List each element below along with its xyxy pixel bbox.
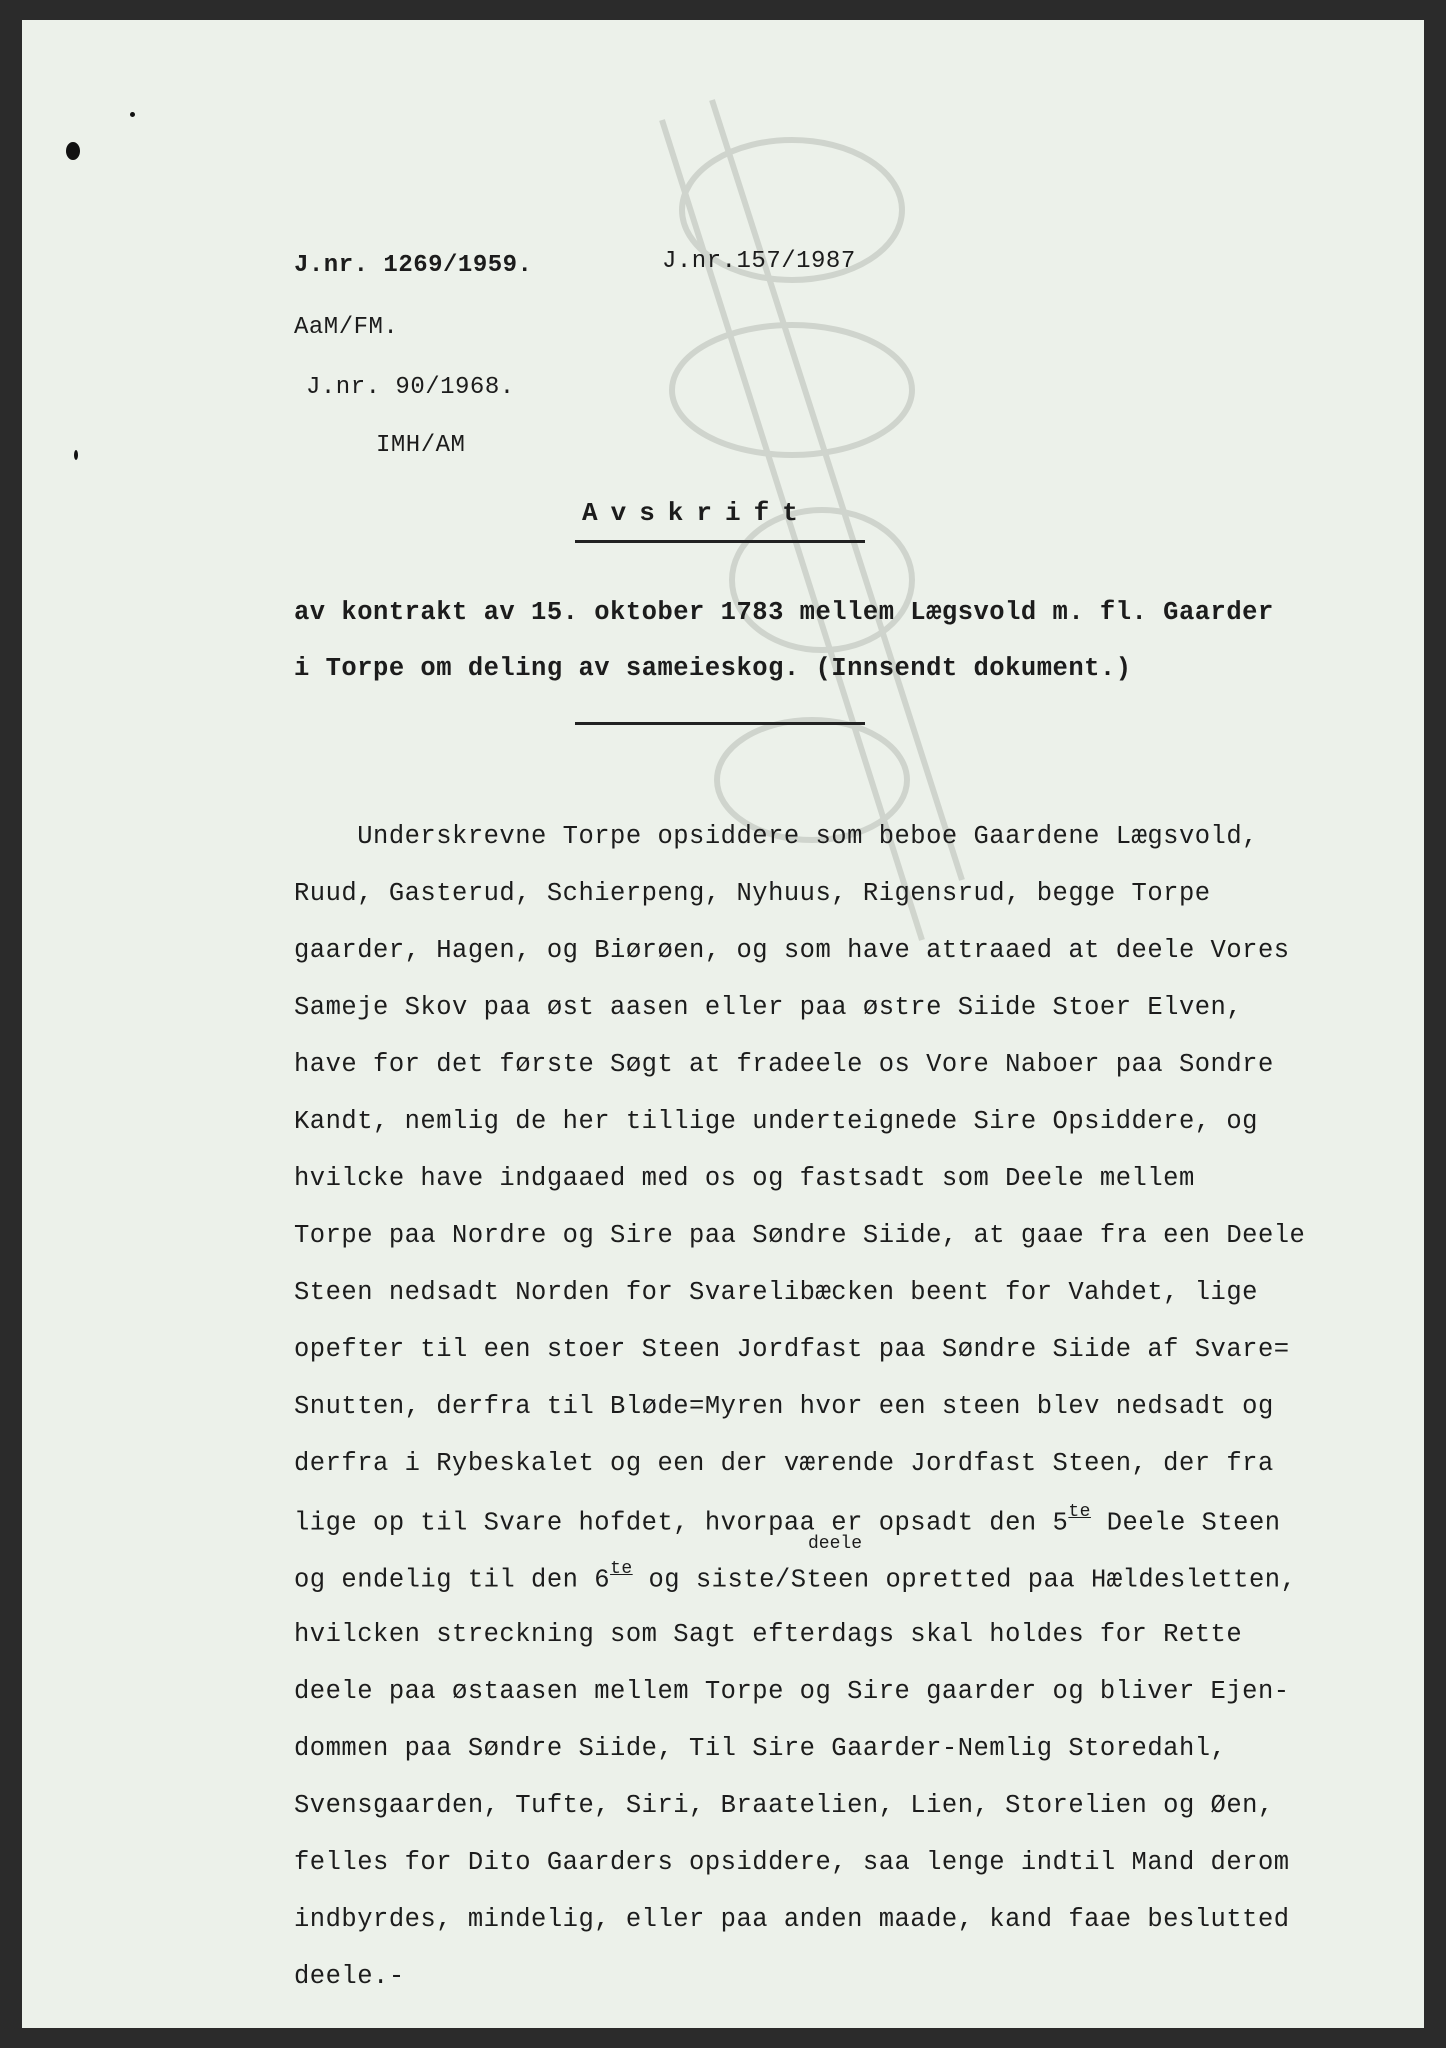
body-line: Kandt, nemlig de her tillige underteignede Sire Opsiddere, og: [294, 1107, 1258, 1136]
subtitle-line: av kontrakt av 15. oktober 1783 mellem Lægsvold m. fl. Gaarder: [294, 598, 1274, 627]
body-line: gaarder, Hagen, og Biørøen, og som have attraaed at deele Vores: [294, 936, 1290, 965]
document-page: [22, 20, 1424, 2028]
body-text-segment: Deele Steen: [1090, 1508, 1281, 1538]
ink-speck: [66, 142, 80, 160]
initials-aam-fm: AaM/FM.: [294, 314, 399, 341]
body-line: derfra i Rybeskalet og een der værende Jordfast Steen, der fra: [294, 1449, 1274, 1478]
document-title: Avskrift: [582, 498, 811, 528]
title-underline: [575, 540, 865, 543]
ordinal-superscript: te: [1068, 1502, 1091, 1522]
body-line: felles for Dito Gaarders opsiddere, saa lenge indtil Mand derom: [294, 1848, 1290, 1877]
body-line-with-superscript: [294, 1559, 1297, 1595]
body-line: opefter til een stoer Steen Jordfast paa Søndre Siide af Svare=: [294, 1335, 1290, 1364]
body-line: Ruud, Gasterud, Schierpeng, Nyhuus, Rigensrud, begge Torpe: [294, 879, 1211, 908]
body-text-segment: og endelig til den 6: [294, 1565, 611, 1595]
body-line-with-superscript: [294, 1502, 1281, 1538]
body-line: Steen nedsadt Norden for Svarelibæcken beent for Vahdet, lige: [294, 1278, 1258, 1307]
body-text-segment: og siste/Steen opretted paa Hældesletten,: [632, 1565, 1297, 1595]
ordinal-superscript: te: [610, 1559, 633, 1579]
body-line: Svensgaarden, Tufte, Siri, Braatelien, Lien, Storelien og Øen,: [294, 1791, 1274, 1820]
section-divider: [575, 722, 865, 725]
subtitle-line: i Torpe om deling av sameieskog. (Innsendt dokument.): [294, 654, 1132, 683]
body-line: Sameje Skov paa øst aasen eller paa østre Siide Stoer Elven,: [294, 993, 1243, 1022]
inserted-word-above-line: deele: [808, 1534, 863, 1554]
initials-imh-am: IMH/AM: [376, 432, 466, 459]
body-line: dommen paa Søndre Siide, Til Sire Gaarder-Nemlig Storedahl,: [294, 1734, 1227, 1763]
journal-number-1968: J.nr. 90/1968.: [306, 374, 515, 401]
body-line: deele paa østaasen mellem Torpe og Sire gaarder og bliver Ejen-: [294, 1677, 1290, 1706]
body-line: have for det første Søgt at fradeele os Vore Naboer paa Sondre: [294, 1050, 1274, 1079]
journal-number-1987: J.nr.157/1987: [662, 248, 856, 275]
body-line: hvilcken streckning som Sagt efterdags skal holdes for Rette: [294, 1620, 1243, 1649]
ink-speck: [74, 450, 78, 460]
body-line: indbyrdes, mindelig, eller paa anden maade, kand faae beslutted: [294, 1905, 1290, 1934]
body-line: deele.-: [294, 1962, 405, 1991]
body-line: Underskrevne Torpe opsiddere som beboe Gaardene Lægsvold,: [294, 822, 1258, 851]
body-line: Torpe paa Nordre og Sire paa Søndre Siide, at gaae fra een Deele: [294, 1221, 1306, 1250]
ink-speck: [130, 112, 135, 117]
body-line: hvilcke have indgaaed med os og fastsadt som Deele mellem: [294, 1164, 1195, 1193]
body-text-segment: lige op til Svare hofdet, hvorpaa er opsadt den 5: [294, 1508, 1069, 1538]
journal-number-1959: J.nr. 1269/1959.: [294, 252, 533, 279]
body-line: Snutten, derfra til Bløde=Myren hvor een steen blev nedsadt og: [294, 1392, 1274, 1421]
